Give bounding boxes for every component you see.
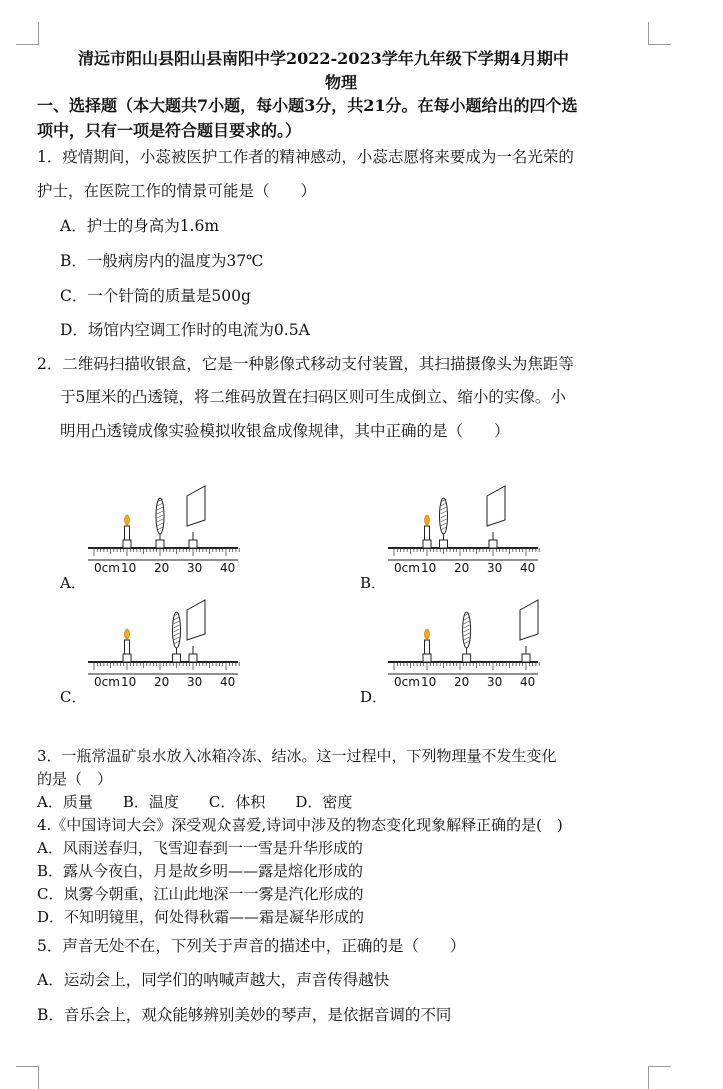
- lens-setup-figure-c: [88, 602, 248, 698]
- lens-holder: [156, 540, 164, 548]
- q1-option-c: C．一个针筒的质量是500g: [60, 287, 251, 305]
- ruler-label: 30: [187, 561, 203, 575]
- candle-body: [125, 640, 130, 654]
- candle-body: [125, 526, 130, 540]
- q3-stem-cont: 的是（ ）: [37, 770, 113, 788]
- ruler-label: 40: [520, 675, 536, 689]
- lens-holder: [440, 540, 448, 548]
- candle-holder: [123, 654, 131, 662]
- light-screen: [187, 486, 205, 526]
- ruler-label: 30: [487, 675, 503, 689]
- lens-holder: [463, 654, 471, 662]
- q4-option-a: A．风雨送春归，飞雪迎春到一一雪是升华形成的: [37, 839, 363, 857]
- q5-option-b: B．音乐会上，观众能够辨别美妙的琴声，是依据音调的不同: [37, 1006, 452, 1024]
- q5-option-a: A．运动会上，同学们的呐喊声越大，声音传得越快: [37, 971, 390, 989]
- candle-flame: [125, 515, 130, 525]
- q2-option-d: D．: [360, 688, 388, 706]
- lens-setup-figure-b: [388, 488, 548, 584]
- corner-mark-top-right: [648, 22, 671, 45]
- ruler-label: 0cm: [394, 561, 420, 575]
- ruler-label: 0cm: [394, 675, 420, 689]
- q3-stem: 3．一瓶常温矿泉水放入冰箱冷冻、结冰。这一过程中，下列物理量不发生变化: [37, 747, 557, 765]
- q2-option-a: A．: [60, 574, 86, 592]
- screen-holder: [189, 540, 197, 548]
- candle-flame: [125, 629, 130, 639]
- q1-option-a: A．护士的身高为1.6m: [60, 217, 220, 235]
- candle-holder: [423, 540, 431, 548]
- q4-stem: 4.《中国诗词大会》深受观众喜爱,诗词中涉及的物态变化现象解释正确的是( ): [37, 816, 563, 834]
- light-screen: [487, 486, 505, 526]
- ruler-label: 40: [520, 561, 536, 575]
- candle-body: [425, 640, 430, 654]
- candle-flame: [425, 629, 430, 639]
- screen-holder: [522, 654, 530, 662]
- q2-option-b: B．: [360, 574, 387, 592]
- q2-option-c: C．: [60, 688, 87, 706]
- candle-holder: [423, 654, 431, 662]
- candle-flame: [425, 515, 430, 525]
- ruler-label: 20: [154, 675, 170, 689]
- light-screen: [520, 600, 538, 640]
- q3-options: A．质量 B．温度 C．体积 D．密度: [37, 793, 353, 811]
- ruler-label: 10: [121, 561, 137, 575]
- ruler-label: 20: [154, 561, 170, 575]
- q4-option-b: B．露从今夜白，月是故乡明——露是熔化形成的: [37, 862, 364, 880]
- ruler-label: 40: [220, 561, 236, 575]
- subject-title: 物理: [325, 73, 358, 92]
- q4-option-c: C．岚雾今朝重，江山此地深一一雾是汽化形成的: [37, 885, 364, 903]
- ruler-label: 20: [454, 561, 470, 575]
- screen-holder: [489, 540, 497, 548]
- exam-title: 清远市阳山县阳山县南阳中学2022-2023学年九年级下学期4月期中: [78, 49, 569, 68]
- q2-stem-cont2: 明用凸透镜成像实验模拟收银盒成像规律，其中正确的是（ ）: [60, 422, 510, 440]
- light-screen: [187, 600, 205, 640]
- lens-setup-figure-d: [388, 602, 548, 698]
- lens-setup-figure-a: [88, 488, 248, 584]
- candle-body: [425, 526, 430, 540]
- section-heading-cont: 项中，只有一项是符合题目要求的。）: [37, 121, 302, 140]
- lens-holder: [173, 654, 181, 662]
- corner-mark-top-left: [16, 22, 39, 45]
- q2-stem: 2．二维码扫描收银盒，它是一种影像式移动支付装置，其扫描摄像头为焦距等: [37, 355, 574, 373]
- q1-stem-cont: 护士，在医院工作的情景可能是（ ）: [37, 182, 317, 200]
- q1-stem: 1．疫情期间，小蕊被医护工作者的精神感动，小蕊志愿将来要成为一名光荣的: [37, 148, 574, 166]
- ruler-label: 40: [220, 675, 236, 689]
- q4-option-d: D．不知明镜里，何处得秋霜——霜是凝华形成的: [37, 908, 365, 926]
- candle-holder: [123, 540, 131, 548]
- ruler-label: 0cm: [94, 675, 120, 689]
- q1-option-d: D．场馆内空调工作时的电流为0.5A: [60, 321, 310, 339]
- screen-holder: [189, 654, 197, 662]
- ruler-label: 20: [454, 675, 470, 689]
- ruler-label: 10: [121, 675, 137, 689]
- ruler-label: 0cm: [94, 561, 120, 575]
- ruler-label: 10: [421, 561, 437, 575]
- ruler-label: 30: [487, 561, 503, 575]
- q5-stem: 5．声音无处不在，下列关于声音的描述中，正确的是（ ）: [37, 937, 466, 955]
- section-heading: 一、选择题（本大题共7小题，每小题3分，共21分。在每小题给出的四个选: [37, 96, 578, 115]
- ruler-label: 10: [421, 675, 437, 689]
- q1-option-b: B．一般病房内的温度为37℃: [60, 252, 264, 270]
- q2-stem-cont: 于5厘米的凸透镜，将二维码放置在扫码区则可生成倒立、缩小的实像。小: [60, 388, 566, 406]
- ruler-label: 30: [187, 675, 203, 689]
